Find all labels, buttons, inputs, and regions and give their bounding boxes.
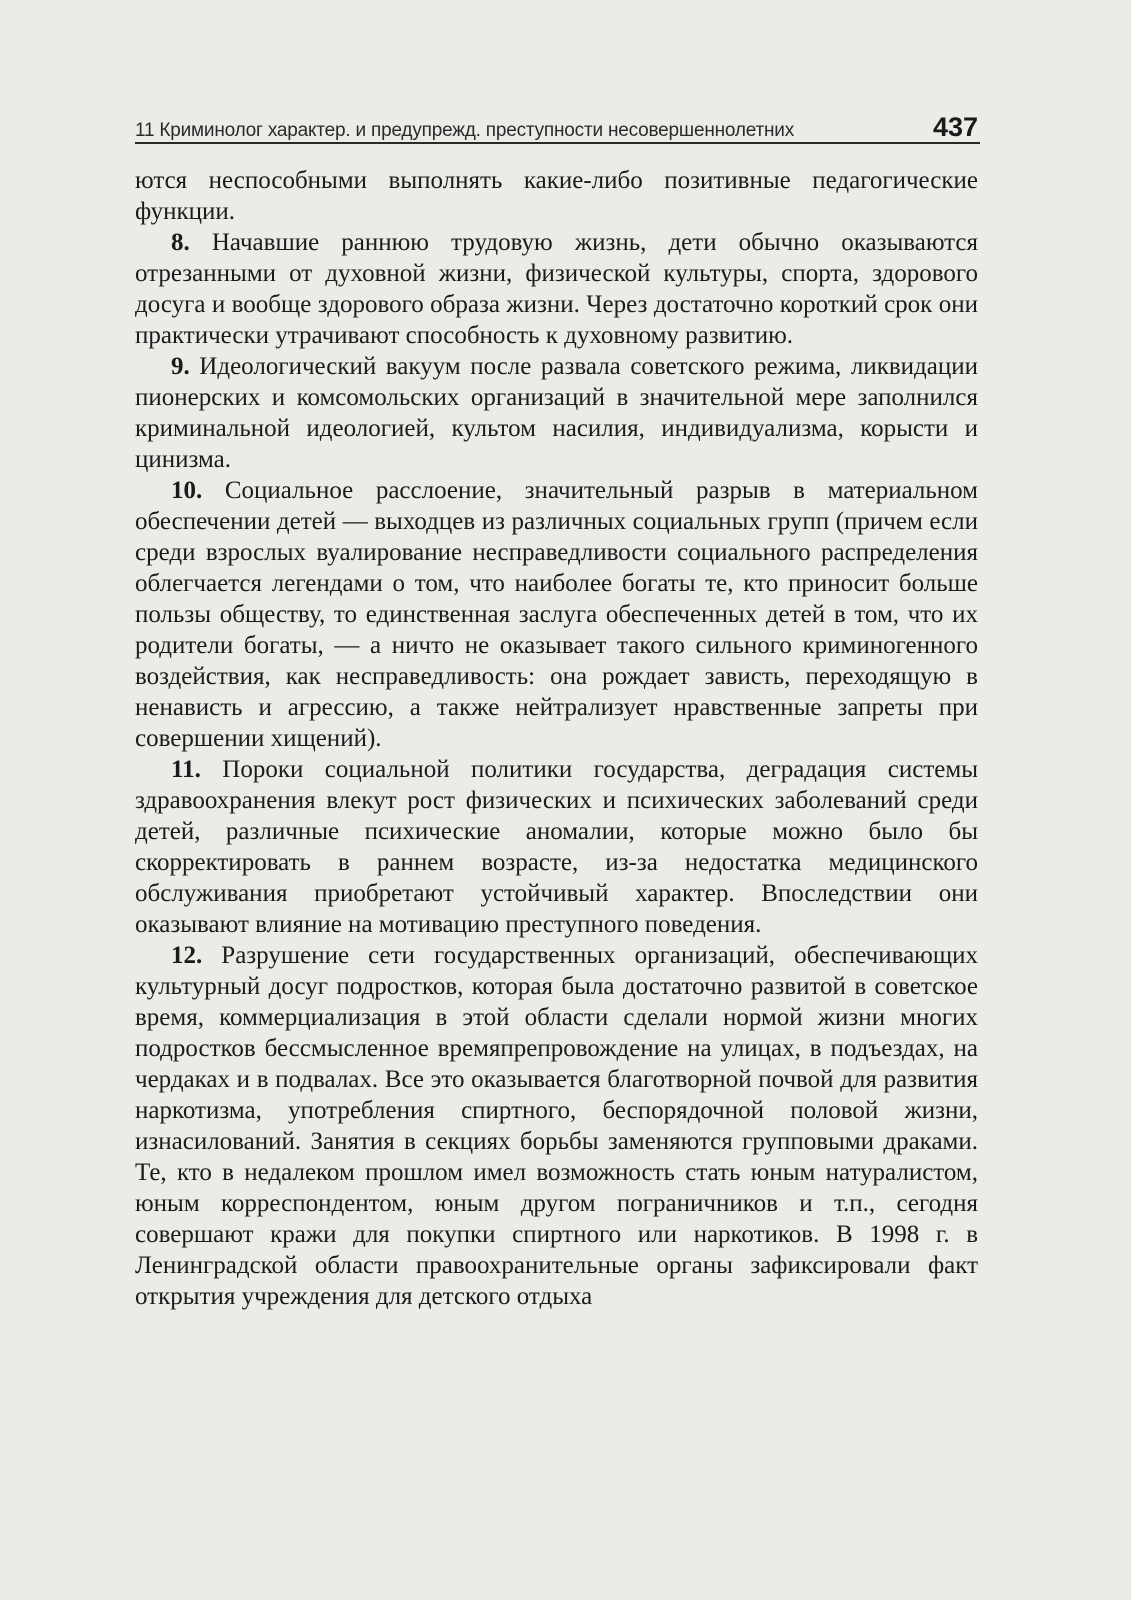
page-number: 437	[932, 112, 978, 142]
paragraph	[135, 754, 978, 940]
item-number: 8.	[171, 229, 190, 256]
paragraph-text: Разрушение сети государственных организаций, обеспечивающих культурный досуг подростков, которая была достаточно развитой в советское время, коммерциализация в этой области сделали нормой жизни многих подростков бессмысленное времяпрепровождение на улицах, в подъездах, на чердаках и в подвалах. Все это оказывается благотворной почвой для развития наркотизма, употребления спиртного, беспорядочной половой жизни, изнасилований. Занятия в секциях борьбы заменяются групповыми драками. Те, кто в недалеком прошлом имел возможность стать юным натуралистом, юным корреспондентом, юным другом пограничников и т.п., сегодня совершают кражи для покупки спиртного или наркотиков. В 1998 г. в Ленинградской области правоохранительные органы зафиксировали факт открытия учреждения для детского отдыха	[135, 942, 978, 1310]
paragraph-text: ются неспособными выполнять какие-либо позитивные педагогические функции.	[135, 167, 978, 225]
paragraph	[135, 475, 978, 754]
paragraph	[135, 165, 978, 227]
item-number: 11.	[171, 756, 201, 783]
paragraph-text: Пороки социальной политики государства, деградация системы здравоохранения влекут рост физических и психических заболеваний среди детей, различные психические аномалии, которые можно было бы скорректировать в раннем возрасте, из-за недостатка медицинского обслуживания приобретают устойчивый характер. Впоследствии они оказывают влияние на мотивацию преступного поведения.	[135, 756, 978, 938]
paragraph-text: Идеологический вакуум после развала советского режима, ликвидации пионерских и комсомольских организаций в значительной мере заполнился криминальной идеологией, культом насилия, индивидуализма, корысти и цинизма.	[135, 353, 978, 473]
text-body	[135, 165, 978, 1312]
paragraph-text: Начавшие раннюю трудовую жизнь, дети обычно оказываются отрезанными от духовной жизни, физической культуры, спорта, здорового досуга и вообще здорового образа жизни. Через достаточно короткий срок они практически утрачивают способность к духовному развитию.	[135, 229, 978, 349]
paragraph	[135, 227, 978, 351]
item-number: 9.	[171, 353, 190, 380]
item-number: 10.	[171, 477, 203, 504]
running-header	[135, 108, 980, 144]
paragraph-text: Социальное расслоение, значительный разрыв в материальном обеспечении детей — выходцев из различных социальных групп (причем если среди взрослых вуалирование несправедливости социального распределения облегчается легендами о том, что наиболее богаты те, кто приносит больше пользы обществу, то единственная заслуга обеспеченных детей в том, что их родители богаты, — а ничто не оказывает такого сильного криминогенного воздействия, как несправедливость: она рождает зависть, переходящую в ненависть и агрессию, а также нейтрализует нравственные запреты при совершении хищений).	[135, 477, 978, 752]
paragraph	[135, 940, 978, 1312]
item-number: 12.	[171, 942, 203, 969]
paragraph	[135, 351, 978, 475]
running-title: 11 Криминолог характер. и предупрежд. преступности несовершеннолетних	[135, 120, 794, 141]
